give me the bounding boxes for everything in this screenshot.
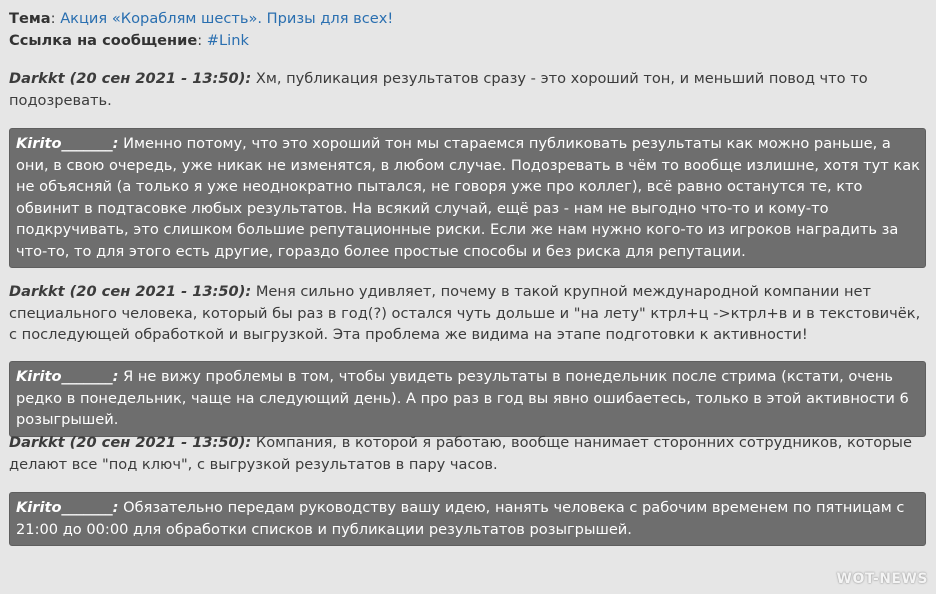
question-author: Darkkt (20 сен 2021 - 13:50): (9, 283, 252, 300)
answer-author: Kirito_______: (16, 135, 119, 152)
question-2 (9, 281, 924, 346)
question-author: Darkkt (20 сен 2021 - 13:50): (9, 70, 252, 87)
answer-text: Обязательно передам руководству вашу идею, нанять человека с рабочим временем по пятницам с 21:00 до 00:00 для обработки списков и публикации результатов розыгрышей. (16, 499, 905, 538)
site-watermark: WOT-NEWS (836, 570, 928, 587)
answer-3 (9, 492, 926, 546)
question-text: Компания, в которой я работаю, вообще нанимает сторонних сотрудников, которые делают все "под ключ", с выгрузкой результатов в пару часов. (9, 434, 912, 473)
answer-text: Я не вижу проблемы в том, чтобы увидеть результаты в понедельник после стрима (кстати, очень редко в понедельник, чаще на следующий день). А про раз в год вы явно ошибаетесь, только в этой активности 6 розыгрышей. (16, 368, 909, 428)
question-1 (9, 68, 924, 111)
post-header (9, 8, 927, 51)
answer-text: Именно потому, что это хороший тон мы стараемся публиковать результаты как можно раньше, а они, в свою очередь, уже никак не изменятся, в любом случае. Подозревать в чём то вообще излишне, хотя тут как не объясняй (а только я уже неоднократно пытался, не говоря уже про коллег), всё равно останутся те, кто обвинит в подтасовке любых результатов. На всякий случай, ещё раз - нам не выгодно что-то и кому-то подкручивать, это слишком большие репутационные риски. Если же нам нужно кого-то из игроков наградить за что-то, то для этого есть другие, гораздо более простые способы и без риска для репутации. (16, 135, 920, 260)
question-text: Хм, публикация результатов сразу - это хороший тон, и меньший повод что то подозревать. (9, 70, 868, 109)
message-link[interactable]: #Link (206, 31, 249, 49)
question-author: Darkkt (20 сен 2021 - 13:50): (9, 434, 252, 451)
question-text: Меня сильно удивляет, почему в такой крупной международной компании нет специального человека, который бы раз в год(?) остался чуть дольше и "на лету" ктрл+ц ->ктрл+в и в текстовичёк, с последующей обработкой и выгрузкой. Эта проблема же видима на этапе подготовки к активности! (9, 283, 921, 343)
topic-label: Тема (9, 10, 51, 27)
answer-2 (9, 361, 926, 437)
topic-line: Тема: Акция «Кораблям шесть». Призы для всех! (9, 10, 394, 27)
answer-author: Kirito_______: (16, 499, 119, 516)
message-link-label: Ссылка на сообщение (9, 31, 198, 49)
answer-author: Kirito_______: (16, 368, 119, 385)
topic-link[interactable]: Акция «Кораблям шесть». Призы для всех! (60, 10, 394, 27)
answer-1 (9, 128, 926, 268)
message-link-line: Ссылка на сообщение: #Link (9, 31, 249, 49)
question-3 (9, 432, 924, 475)
